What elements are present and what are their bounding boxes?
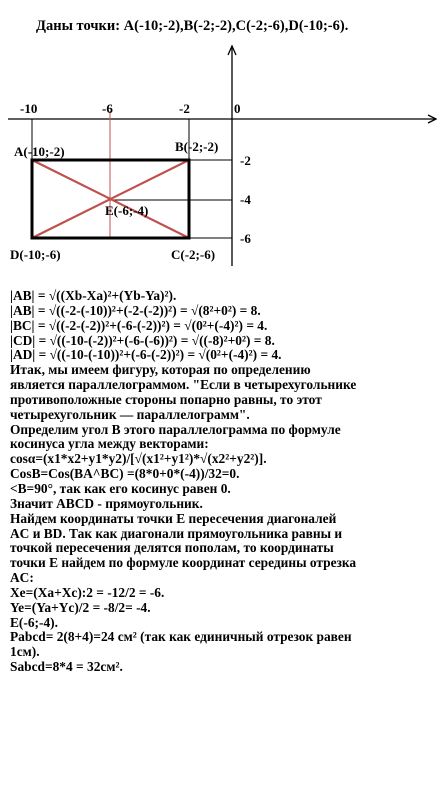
y-tick-label: -2 xyxy=(240,153,251,168)
solution-line: |AD| = √((-10-(-10))²+(-6-(-2))²) = √(0²+(-4)²) = 4. xyxy=(10,347,282,363)
point-label-c: C(-2;-6) xyxy=(171,247,216,262)
solution-line: Значит ABCD - прямоугольник. xyxy=(10,495,203,511)
solution-line: четырехугольник — параллелограмм". xyxy=(10,406,250,422)
solution-line: cosα=(x1*x2+y1*y2)/[√(x1²+y1²)*√(x2²+y2²)]. xyxy=(10,451,267,467)
x-tick-label: 0 xyxy=(234,101,241,116)
solution-line: AC: xyxy=(10,570,34,586)
solution-line: Pabcd= 2(8+4)=24 см² (так как единичный отрезок равен xyxy=(10,629,352,645)
solution-line: AC и BD. Так как диагонали прямоугольника равны и xyxy=(10,525,343,541)
solution-line: точки E найдем по формуле координат середины отрезка xyxy=(10,555,357,571)
solution-line: |CD| = √((-10-(-2))²+(-6-(-6))²) = √((-8)²+0²) = 8. xyxy=(10,332,275,348)
solution-text xyxy=(10,289,444,675)
solution-line: Найдем координаты точки E пересечения диагоналей xyxy=(10,510,337,526)
point-label-d: D(-10;-6) xyxy=(10,247,61,262)
solution-line: является параллелограммом. "Если в четырехугольнике xyxy=(10,377,357,393)
solution-line: противоположные стороны попарно равны, то этот xyxy=(10,391,322,407)
solution-line: Итак, мы имеем фигуру, которая по определению xyxy=(10,362,311,378)
solution-line: |BC| = √((-2-(-2))²+(-6-(-2))²) = √(0²+(-4)²) = 4. xyxy=(10,317,268,333)
solution-line: E(-6;-4). xyxy=(10,614,58,630)
coordinate-diagram xyxy=(0,0,447,290)
solution-line: косинуса угла между векторами: xyxy=(10,436,209,452)
solution-line: Определим угол B этого параллелограмма по формуле xyxy=(10,421,341,437)
solution-line: 1см). xyxy=(10,644,40,660)
solution-line: <B=90°, так как его косинус равен 0. xyxy=(10,480,231,496)
x-tick-label: -2 xyxy=(179,101,190,116)
x-tick-label: -6 xyxy=(102,101,113,116)
solution-line: точкой пересечения делятся пополам, то координаты xyxy=(10,540,334,556)
point-label-e: E(-6;-4) xyxy=(105,203,149,218)
problem-title: Даны точки: A(-10;-2),B(-2;-2),C(-2;-6),D(-10;-6). xyxy=(36,18,349,34)
solution-line: Sabcd=8*4 = 32см². xyxy=(10,659,123,675)
point-label-b: B(-2;-2) xyxy=(175,139,219,154)
y-tick-label: -6 xyxy=(240,231,251,246)
x-tick-label: -10 xyxy=(20,101,38,116)
solution-line: |AB| = √((-2-(-10))²+(-2-(-2))²) = √(8²+0²) = 8. xyxy=(10,302,261,318)
solution-line: |AB| = √((Xb-Xa)²+(Yb-Ya)²). xyxy=(10,288,177,303)
solution-line: Xe=(Xa+Xc):2 = -12/2 = -6. xyxy=(10,584,165,600)
solution-line: CosB=Cos(BA^BC) =(8*0+0*(-4))/32=0. xyxy=(10,466,240,482)
y-tick-label: -4 xyxy=(240,192,251,207)
point-label-a: A(-10;-2) xyxy=(14,144,65,159)
solution-line: Ye=(Ya+Yc)/2 = -8/2= -4. xyxy=(10,599,151,615)
